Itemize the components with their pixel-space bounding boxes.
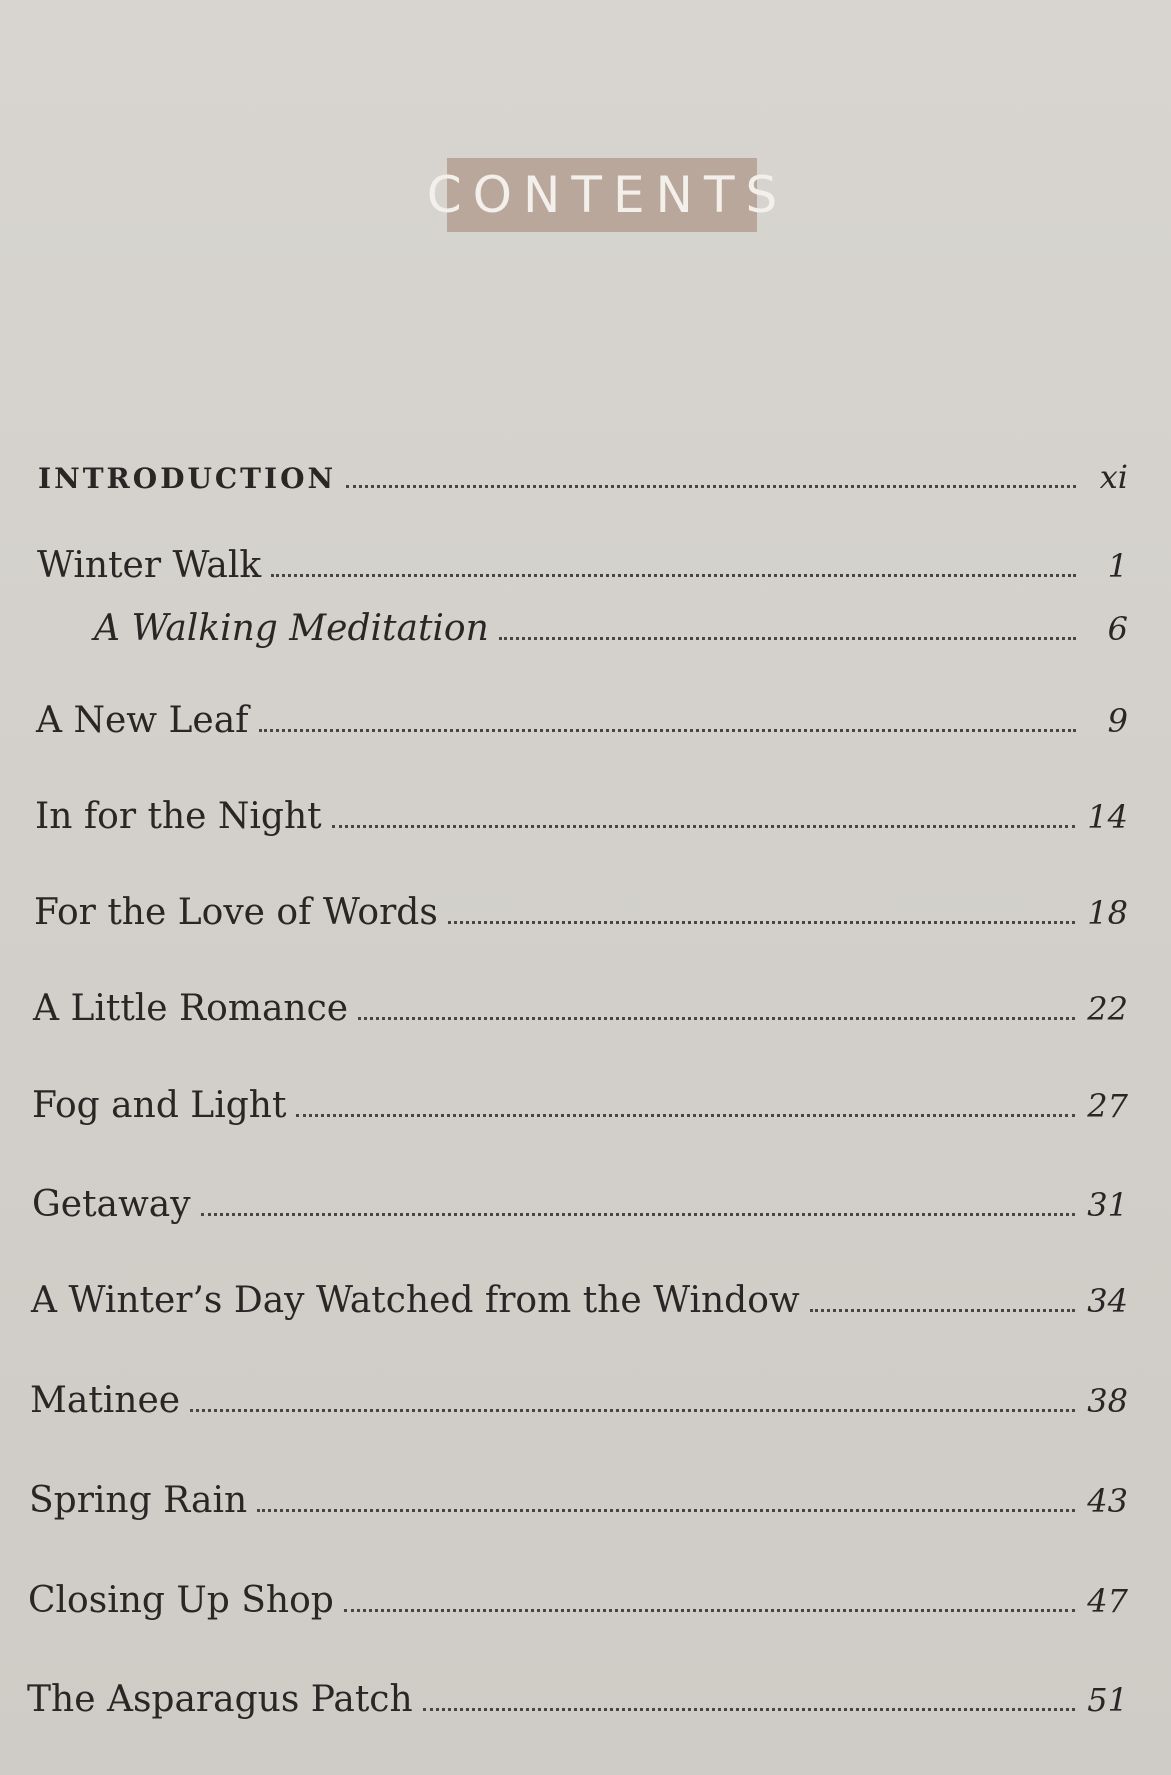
- contents-heading: CONTENTS: [426, 166, 789, 224]
- toc-entry-getaway: [32, 1184, 1128, 1225]
- toc-entry-matinee: [30, 1380, 1128, 1421]
- toc-entry-page: 43: [1087, 1482, 1128, 1520]
- toc-entry-page: 6: [1107, 610, 1128, 648]
- toc-entry-title: A Little Romance: [33, 988, 349, 1029]
- toc-entry-page: 31: [1087, 1186, 1128, 1224]
- dot-leader: [346, 485, 1076, 488]
- toc-entry-spring-rain: [29, 1480, 1128, 1521]
- dot-leader: [332, 825, 1076, 828]
- toc-entry-title: Winter Walk: [37, 545, 262, 586]
- toc-entry-page: 38: [1087, 1382, 1128, 1420]
- dot-leader: [423, 1708, 1076, 1711]
- dot-leader: [499, 637, 1076, 640]
- dot-leader: [344, 1609, 1075, 1612]
- dot-leader: [271, 574, 1076, 577]
- toc-entry-walking-meditation: [94, 608, 1128, 649]
- toc-entry-page: 9: [1107, 702, 1128, 740]
- toc-entry-title: Matinee: [30, 1380, 181, 1421]
- toc-entry-page: 27: [1087, 1087, 1128, 1125]
- toc-entry-a-new-leaf: [36, 700, 1128, 741]
- toc-entry-little-romance: [33, 988, 1128, 1029]
- toc-entry-love-of-words: [34, 892, 1128, 933]
- toc-entry-page: 18: [1087, 894, 1128, 932]
- dot-leader: [810, 1309, 1076, 1312]
- toc-entry-page: 51: [1087, 1681, 1128, 1719]
- toc-entry-title: A Walking Meditation: [94, 608, 489, 649]
- toc-entry-title: Spring Rain: [29, 1480, 248, 1521]
- toc-entry-winter-walk: [37, 545, 1128, 586]
- toc-entry-title: A New Leaf: [36, 700, 249, 741]
- dot-leader: [448, 921, 1075, 924]
- dot-leader: [257, 1509, 1075, 1512]
- dot-leader: [259, 729, 1076, 732]
- contents-heading-block: [426, 158, 789, 232]
- toc-entry-page: 34: [1087, 1282, 1128, 1320]
- toc-entry-title: The Asparagus Patch: [27, 1679, 413, 1720]
- toc-entry-title: INTRODUCTION: [38, 462, 337, 495]
- toc-entry-title: Closing Up Shop: [28, 1580, 334, 1621]
- toc-entry-title: Getaway: [32, 1184, 191, 1225]
- dot-leader: [201, 1213, 1076, 1216]
- toc-entry-page: xi: [1099, 458, 1128, 496]
- toc-entry-introduction: [38, 458, 1128, 496]
- toc-entry-title: Fog and Light: [32, 1085, 287, 1126]
- dot-leader: [190, 1409, 1075, 1412]
- toc-entry-title: A Winter’s Day Watched from the Window: [31, 1280, 800, 1321]
- toc-entry-page: 1: [1107, 547, 1128, 585]
- dot-leader: [296, 1114, 1075, 1117]
- toc-entry-asparagus-patch: [27, 1679, 1128, 1720]
- toc-entry-in-for-the-night: [35, 796, 1128, 837]
- toc-entry-title: In for the Night: [35, 796, 322, 837]
- toc-entry-page: 22: [1087, 990, 1128, 1028]
- toc-entry-title: For the Love of Words: [34, 892, 438, 933]
- toc-entry-closing-up-shop: [28, 1580, 1128, 1621]
- toc-entry-page: 47: [1087, 1582, 1128, 1620]
- toc-entry-winters-day: [31, 1280, 1128, 1321]
- toc-entry-fog-and-light: [32, 1085, 1128, 1126]
- toc-entry-page: 14: [1087, 798, 1128, 836]
- dot-leader: [358, 1017, 1075, 1020]
